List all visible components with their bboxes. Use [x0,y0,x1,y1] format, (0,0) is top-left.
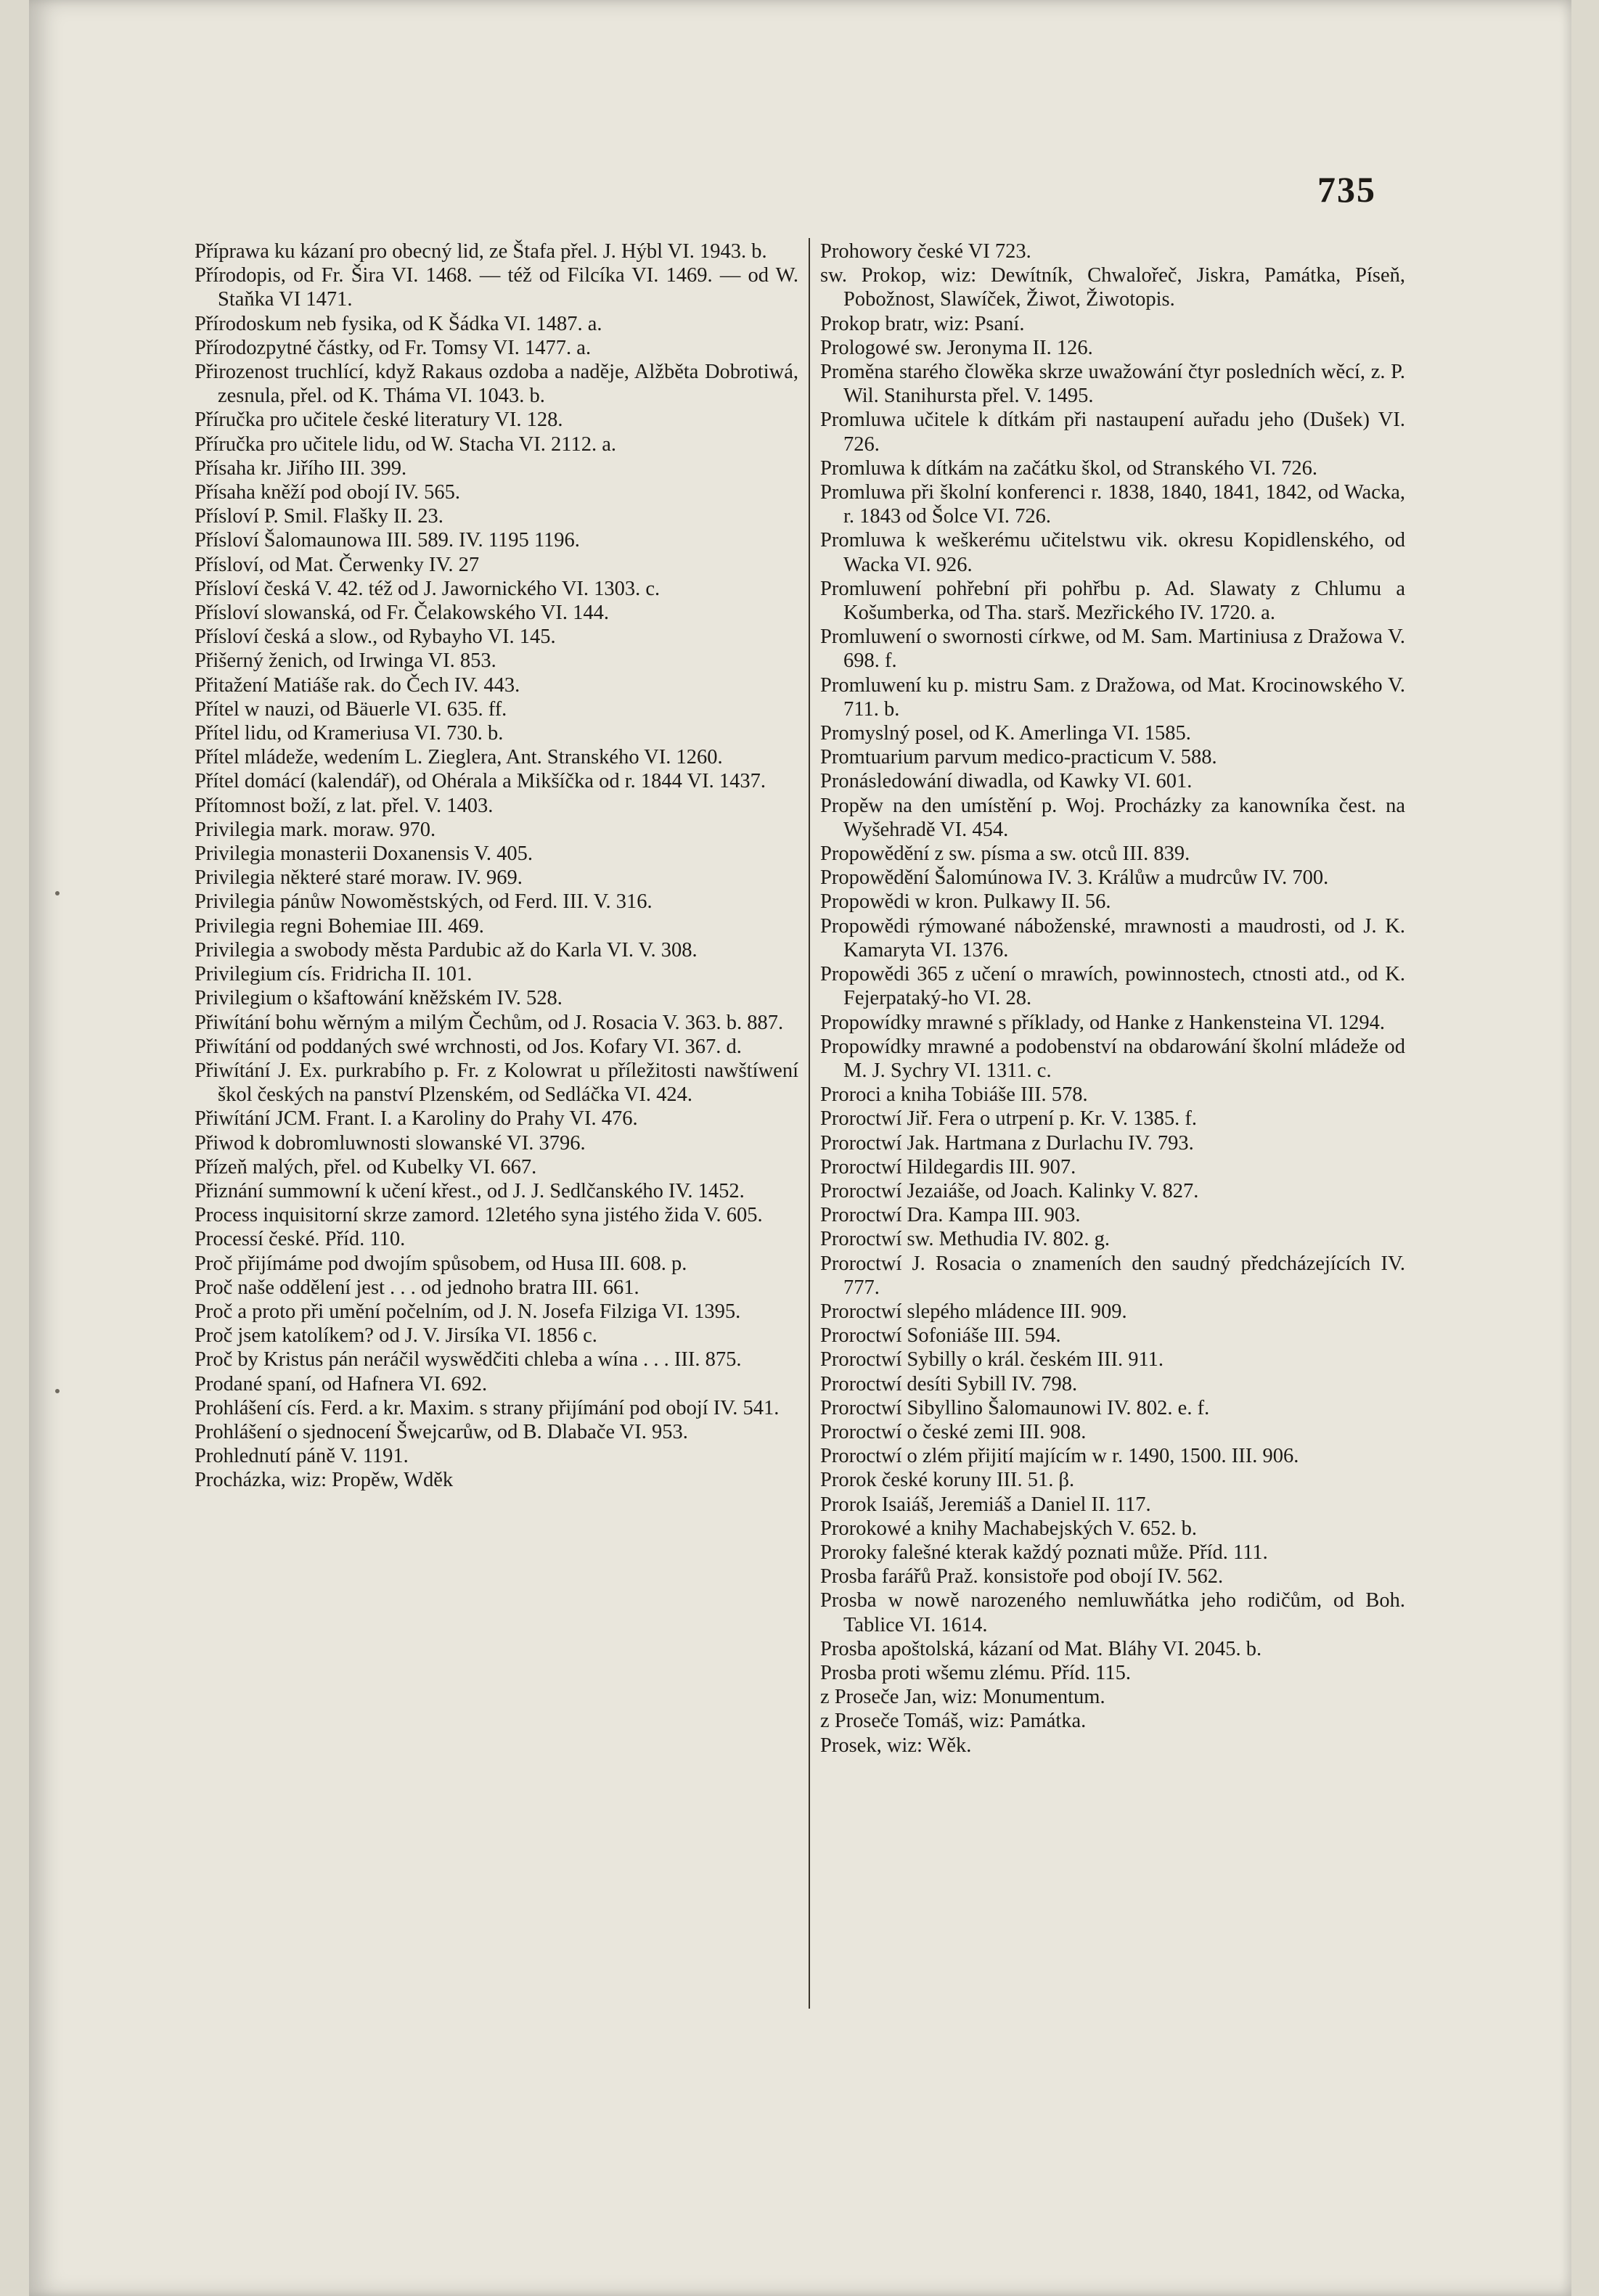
index-entry: Proroctwí Sofoniáše III. 594. [820,1324,1061,1348]
index-entry: Přísloví, od Mat. Čerwenky IV. 27 [195,553,480,576]
index-entry: Proč přijímáme pod dwojím spůsobem, od Husa III. 608. p. [195,1252,687,1275]
index-entry: Pronásledowání diwadla, od Kawky VI. 601. [820,770,1193,793]
index-entry: Promluwa k weškerému učitelstwu vik. okresu Kopidlenského, od Wacka VI. 926. [820,529,1405,576]
index-entry: Privilegia regni Bohemiae III. 469. [195,914,484,938]
index-entry: Promluwa k dítkám na začátku škol, od Stranského VI. 726. [820,456,1317,480]
index-entry: Přítel domácí (kalendář), od Ohérala a Mikšíčka od r. 1844 VI. 1437. [195,770,766,793]
index-entry: Přiwítání JCM. Frant. I. a Karoliny do Prahy VI. 476. [195,1107,638,1131]
index-entry: Přiwítání od poddaných swé wrchnosti, od Jos. Kofary VI. 367. d. [195,1035,742,1058]
index-entry: Proroctwí Jiř. Fera o utrpení p. Kr. V. 1385. f. [820,1107,1198,1131]
index-entry: Promyslný posel, od K. Amerlinga VI. 1585. [820,722,1191,745]
index-entry: Prologowé sw. Jeronyma II. 126. [820,336,1093,359]
index-entry: Privilegia a swobody města Pardubic až do Karla VI. V. 308. [195,938,698,962]
index-entry: Přišerný ženich, od Irwinga VI. 853. [195,649,496,673]
index-entry: Propowědi rýmowané náboženské, mrawnosti a maudrosti, od J. K. Kamaryta VI. 1376. [820,914,1405,962]
index-entry: Prodané spaní, od Hafnera VI. 692. [195,1372,488,1395]
index-entry: Propowědění z sw. písma a sw. otců III. 839. [820,842,1190,866]
index-entry: Propowědění Šalomúnowa IV. 3. Králůw a mudrcůw IV. 700. [820,866,1329,890]
index-entry: Propowídky mrawné s příklady, od Hanke z Hankensteina VI. 1294. [820,1011,1386,1034]
index-entry: sw. Prokop, wiz: Dewítník, Chwalořeč, Jiskra, Památka, Píseň, Pobožnost, Slawíček, Žiwot, Žiwotopis. [820,264,1405,311]
index-entry: Přísloví P. Smil. Flašky II. 23. [195,505,443,528]
index-entry: Přísloví česká V. 42. též od J. Jawornického VI. 1303. c. [195,577,661,600]
index-entry: Přirozenost truchlící, když Rakaus ozdoba a naděje, Alžběta Dobrotiwá, zesnula, přel. od K. Tháma VI. 1043. b. [195,361,798,408]
index-entry: Promtuarium parvum medico-practicum V. 588. [820,746,1217,769]
index-entry: Přízeň malých, přel. od Kubelky VI. 667. [195,1155,537,1178]
index-entry: Proroctwí Jezaiáše, od Joach. Kalinky V. 827. [820,1179,1199,1202]
index-entry: Propěw na den umístění p. Woj. Procházky za kanowníka čest. na Wyšehradě VI. 454. [820,794,1405,841]
index-entry: Přísaha kr. Jiřího III. 399. [195,456,407,480]
margin-speck [55,1389,60,1393]
index-entry: Processí české. Příd. 110. [195,1228,406,1251]
index-entry: Privilegia monasterii Doxanensis V. 405. [195,842,533,866]
index-entry: Přírodopis, od Fr. Šira VI. 1468. — též od Filcíka VI. 1469. — od W. Staňka VI 1471. [195,264,798,311]
index-entry: Proroctwí o zlém přijití majícím w r. 1490, 1500. III. 906. [820,1445,1299,1468]
index-entry: Prorokowé a knihy Machabejských V. 652. b. [820,1517,1197,1540]
index-entry: Proroctwí o české zemi III. 908. [820,1420,1087,1443]
index-entry: Příručka pro učitele české literatury VI. 128. [195,409,563,432]
index-entry: Přitažení Matiáše rak. do Čech IV. 443. [195,673,520,697]
index-entry: Promluwa při školní konferenci r. 1838, 1840, 1841, 1842, od Wacka, r. 1843 od Šolce VI. 726. [820,481,1405,528]
index-entry: Proroctwí slepého mládence III. 909. [820,1300,1127,1323]
index-entry: Přísloví Šalomaunowa III. 589. IV. 1195 1196. [195,529,580,552]
book-page [29,0,1571,2296]
index-entry: Prosba w nowě narozeného nemluwňátka jeho rodičům, od Boh. Tablice VI. 1614. [820,1589,1405,1636]
index-entry: Přísloví slowanská, od Fr. Čelakowského VI. 144. [195,602,610,625]
index-entry: Promluwení o swornosti církwe, od M. Sam. Martiniusa z Dražowa V. 698. f. [820,626,1405,673]
index-entry: Proroctwí Hildegardis III. 907. [820,1155,1076,1178]
index-entry: Prokop bratr, wiz: Psaní. [820,312,1025,335]
index-entry: Proroctwí J. Rosacia o znameních den saudný předcházejících IV. 777. [820,1252,1405,1299]
index-entry: Proroky falešné kterak každý poznati může. Příd. 111. [820,1541,1268,1564]
index-column-left [195,239,798,1493]
index-entry: Promluwení ku p. mistru Sam. z Dražowa, od Mat. Krocinowského V. 711. b. [820,673,1405,721]
margin-speck [55,891,60,895]
index-entry: Přiwod k dobromluwnosti slowanské VI. 3796. [195,1131,586,1155]
index-entry: Propowědi 365 z učení o mrawích, powinnostech, ctnosti atd., od K. Fejerpataký-ho VI. 28. [820,963,1405,1010]
index-entry: Proč a proto při umění počelním, od J. N. Josefa Filziga VI. 1395. [195,1300,741,1323]
index-entry: Propowědi w kron. Pulkawy II. 56. [820,890,1111,914]
index-entry: Prorok Isaiáš, Jeremiáš a Daniel II. 117. [820,1493,1151,1516]
index-entry: Promluwení pohřební při pohřbu p. Ad. Slawaty z Chlumu a Košumberka, od Tha. starš. Mezřického IV. 1720. a. [820,577,1405,625]
index-entry: Propowídky mrawné a podobenství na obdarowání školní mládeže od M. J. Sychry VI. 1311. c. [820,1035,1405,1082]
column-divider [809,238,810,2009]
index-entry: Process inquisitorní skrze zamord. 12letého syna jistého žida V. 605. [195,1204,763,1227]
index-entry: Přítel lidu, od Krameriusa VI. 730. b. [195,722,504,745]
index-entry: Privilegia některé staré moraw. IV. 969. [195,866,523,890]
index-entry: Přítel w nauzi, od Bäuerle VI. 635. ff. [195,697,507,721]
index-entry: Proroctwí Sibyllino Šalomaunowi IV. 802. e. f. [820,1396,1210,1419]
index-entry: Přiwítání J. Ex. purkrabího p. Fr. z Kolowrat u příležitosti nawštíwení škol českých na panství Plzenském, od Sedláčka VI. 424. [195,1059,798,1107]
index-entry: Prosek, wiz: Wěk. [820,1734,972,1757]
index-entry: Proměna starého člowěka skrze uwažowání čtyr posledních wěcí, z. P. Wil. Stanihursta přel. V. 1495. [820,361,1405,408]
index-entry: Prohlášení o sjednocení Šwejcarůw, od B. Dlabače VI. 953. [195,1420,688,1443]
index-entry: Prorok české koruny III. 51. β. [820,1469,1075,1492]
index-entry: Přírodoskum neb fysika, od K Šádka VI. 1487. a. [195,312,602,335]
index-column-right [820,239,1405,1758]
index-entry: Privilegium o kšaftowání kněžském IV. 528. [195,987,563,1010]
index-entry: Privilegia mark. moraw. 970. [195,818,436,841]
index-entry: Proč by Kristus pán neráčil wyswědčiti chleba a wína . . . III. 875. [195,1348,742,1372]
index-entry: Prosba proti wšemu zlému. Příd. 115. [820,1661,1131,1684]
index-entry: Proroctwí Dra. Kampa III. 903. [820,1204,1081,1227]
index-entry: z Proseče Jan, wiz: Monumentum. [820,1686,1105,1709]
index-entry: Prosba farářů Praž. konsistoře pod obojí IV. 562. [820,1565,1224,1588]
index-entry: Přísloví česká a slow., od Rybayho VI. 145. [195,626,556,649]
index-entry: Proroctwí Jak. Hartmana z Durlachu IV. 793. [820,1131,1194,1155]
index-entry: Procházka, wiz: Propěw, Wděk [195,1469,454,1492]
index-entry: Příručka pro učitele lidu, od W. Stacha VI. 2112. a. [195,432,616,456]
index-entry: Přísaha kněží pod obojí IV. 565. [195,481,460,504]
index-entry: Proroctwí desíti Sybill IV. 798. [820,1372,1078,1395]
index-entry: Prohlednutí páně V. 1191. [195,1445,409,1468]
index-entry: Proroctwí Sybilly o král. českém III. 911. [820,1348,1164,1372]
index-entry: Privilegia pánůw Nowoměstských, od Ferd. III. V. 316. [195,890,653,914]
index-entry: Proč jsem katolíkem? od J. V. Jirsíka VI. 1856 c. [195,1324,597,1348]
index-entry: Proč naše oddělení jest . . . od jednoho bratra III. 661. [195,1276,639,1299]
index-entry: Prosba apoštolská, kázaní od Mat. Bláhy VI. 2045. b. [820,1637,1262,1660]
index-entry: Přiznání summowní k učení křest., od J. J. Sedlčanského IV. 1452. [195,1179,745,1202]
index-entry: Příprawa ku kázaní pro obecný lid, ze Štafa přel. J. Hýbl VI. 1943. b. [195,240,767,263]
index-entry: Proroci a kniha Tobiáše III. 578. [820,1083,1088,1107]
index-entry: Přítel mládeže, wedením L. Zieglera, Ant. Stranského VI. 1260. [195,746,723,769]
index-entry: Prohlášení cís. Ferd. a kr. Maxim. s strany přijímání pod obojí IV. 541. [195,1396,780,1419]
index-entry: Promluwa učitele k dítkám při nastaupení auřadu jeho (Dušek) VI. 726. [820,409,1405,456]
index-entry: z Proseče Tomáš, wiz: Památka. [820,1710,1087,1733]
index-entry: Privilegium cís. Fridricha II. 101. [195,963,473,986]
index-entry: Přítomnost boží, z lat. přel. V. 1403. [195,794,494,817]
index-entry: Proroctwí sw. Methudia IV. 802. g. [820,1228,1110,1251]
index-entry: Přírodozpytné částky, od Fr. Tomsy VI. 1477. a. [195,336,592,359]
index-entry: Prohowory české VI 723. [820,240,1031,263]
index-entry: Přiwítání bohu wěrným a milým Čechům, od J. Rosacia V. 363. b. 887. [195,1011,784,1034]
page-number: 735 [1317,169,1376,210]
